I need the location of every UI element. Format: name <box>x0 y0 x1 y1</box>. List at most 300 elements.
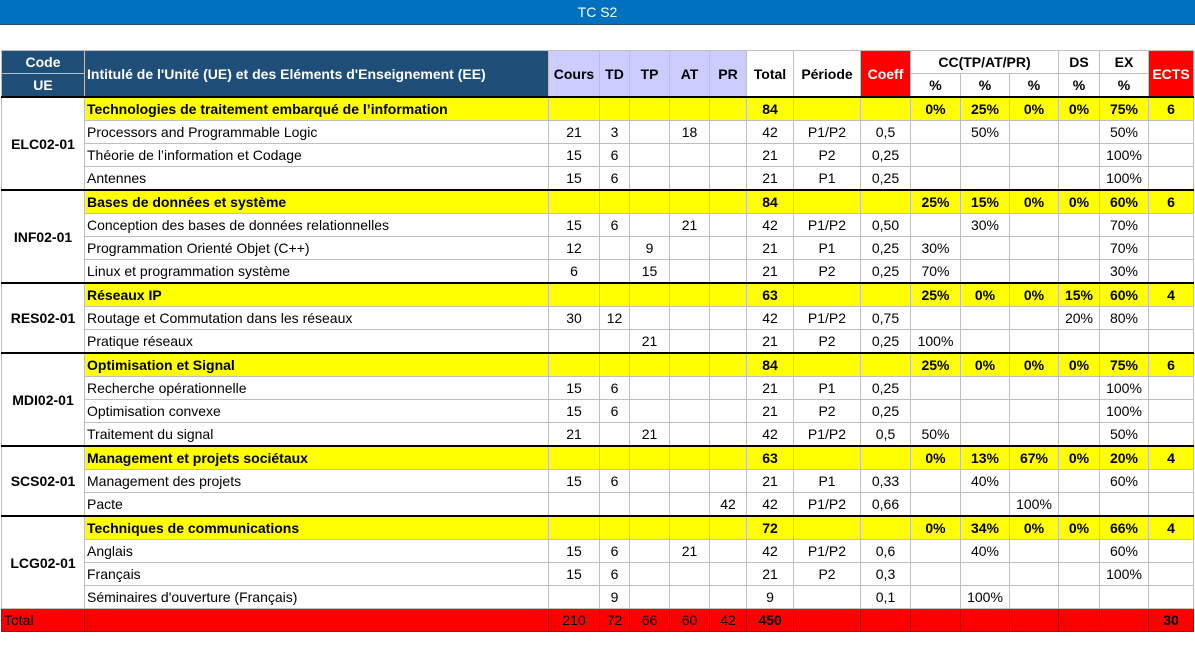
ue-periode-cell <box>794 283 861 307</box>
total-hours: 450 <box>747 609 794 632</box>
ee-total: 21 <box>747 563 794 586</box>
ee-cc3 <box>1010 260 1059 284</box>
ee-periode: P2 <box>794 330 861 354</box>
ee-tp <box>630 167 670 191</box>
ee-ects-cell <box>1149 307 1194 330</box>
ee-total: 21 <box>747 167 794 191</box>
ee-name: Linux et programmation système <box>85 260 549 284</box>
ee-row <box>2 400 1194 423</box>
ue-tp-cell <box>630 283 670 307</box>
ee-cours <box>549 330 600 354</box>
ee-pr <box>710 260 747 284</box>
ee-cc1 <box>911 377 961 400</box>
ee-name: Processors and Programmable Logic <box>85 121 549 144</box>
ee-coeff: 0,1 <box>861 586 911 609</box>
ue-pr-cell <box>710 353 747 377</box>
ee-ds <box>1059 563 1100 586</box>
ee-cc3 <box>1010 400 1059 423</box>
ue-cc1: 0% <box>911 97 961 121</box>
ue-cours-cell <box>549 353 600 377</box>
ee-ects-cell <box>1149 423 1194 447</box>
header-code: Code <box>2 51 85 74</box>
ee-cc2 <box>961 400 1010 423</box>
header-cc1-pct: % <box>911 74 961 98</box>
ue-ex: 60% <box>1100 283 1149 307</box>
header-ds: DS <box>1059 51 1100 74</box>
ue-coeff-cell <box>861 97 911 121</box>
ee-total: 21 <box>747 330 794 354</box>
ee-coeff: 0,25 <box>861 377 911 400</box>
ee-ds <box>1059 260 1100 284</box>
ee-total: 42 <box>747 121 794 144</box>
ee-td <box>600 260 630 284</box>
ue-td-cell <box>600 190 630 214</box>
ee-cc1 <box>911 540 961 563</box>
ee-row <box>2 540 1194 563</box>
ee-coeff: 0,25 <box>861 144 911 167</box>
ee-total: 21 <box>747 260 794 284</box>
ee-name: Recherche opérationnelle <box>85 377 549 400</box>
ue-cc2: 0% <box>961 353 1010 377</box>
ee-ects-cell <box>1149 167 1194 191</box>
ee-coeff: 0,25 <box>861 237 911 260</box>
ee-tp <box>630 307 670 330</box>
ee-row <box>2 423 1194 447</box>
ee-ex: 30% <box>1100 260 1149 284</box>
ee-tp <box>630 144 670 167</box>
ee-ds <box>1059 237 1100 260</box>
header-total: Total <box>747 51 794 98</box>
ue-code: RES02-01 <box>2 283 85 353</box>
ue-cours-cell <box>549 516 600 540</box>
ee-ex <box>1100 493 1149 517</box>
ee-tp <box>630 400 670 423</box>
ue-td-cell <box>600 516 630 540</box>
ee-tp <box>630 493 670 517</box>
ee-at: 21 <box>670 214 710 237</box>
ee-cc2 <box>961 237 1010 260</box>
ee-row <box>2 260 1194 284</box>
ue-ects: 6 <box>1149 353 1194 377</box>
ee-pr <box>710 470 747 493</box>
sheet-title: TC S2 <box>0 0 1195 25</box>
ue-tp-cell <box>630 516 670 540</box>
ee-cc2: 30% <box>961 214 1010 237</box>
ee-pr: 42 <box>710 493 747 517</box>
ee-ds: 20% <box>1059 307 1100 330</box>
ee-at: 18 <box>670 121 710 144</box>
ee-name: Programmation Orienté Objet (C++) <box>85 237 549 260</box>
ee-td: 3 <box>600 121 630 144</box>
ee-total: 42 <box>747 214 794 237</box>
ee-coeff: 0,3 <box>861 563 911 586</box>
ue-cc1: 25% <box>911 190 961 214</box>
ee-ects-cell <box>1149 470 1194 493</box>
ee-coeff: 0,5 <box>861 423 911 447</box>
ee-name: Théorie de l’information et Codage <box>85 144 549 167</box>
ee-total: 42 <box>747 423 794 447</box>
header-td: TD <box>600 51 630 98</box>
ee-pr <box>710 307 747 330</box>
ee-cours: 15 <box>549 540 600 563</box>
ee-cours: 15 <box>549 470 600 493</box>
ue-ds: 0% <box>1059 190 1100 214</box>
ue-cc2: 13% <box>961 446 1010 470</box>
ee-periode: P2 <box>794 144 861 167</box>
ee-td: 9 <box>600 586 630 609</box>
ue-cc2: 25% <box>961 97 1010 121</box>
ee-name: Optimisation convexe <box>85 400 549 423</box>
ue-ds: 0% <box>1059 516 1100 540</box>
ue-pr-cell <box>710 190 747 214</box>
ee-name: Antennes <box>85 167 549 191</box>
ee-coeff: 0,5 <box>861 121 911 144</box>
ee-row <box>2 237 1194 260</box>
ee-row <box>2 493 1194 517</box>
ee-cc1 <box>911 167 961 191</box>
ue-row <box>2 353 1194 377</box>
ue-cc2: 15% <box>961 190 1010 214</box>
ue-row <box>2 190 1194 214</box>
ue-row <box>2 283 1194 307</box>
ee-pr <box>710 400 747 423</box>
ee-ex: 70% <box>1100 214 1149 237</box>
ee-ds <box>1059 493 1100 517</box>
ee-pr <box>710 586 747 609</box>
ue-code: LCG02-01 <box>2 516 85 609</box>
header-ex: EX <box>1100 51 1149 74</box>
ee-at <box>670 400 710 423</box>
ue-periode-cell <box>794 190 861 214</box>
header-ects: ECTS <box>1149 51 1194 98</box>
ee-at <box>670 423 710 447</box>
ee-cc3: 100% <box>1010 493 1059 517</box>
ee-ex: 80% <box>1100 307 1149 330</box>
ue-total: 84 <box>747 190 794 214</box>
ue-cc1: 0% <box>911 446 961 470</box>
total-empty <box>911 609 961 632</box>
ee-coeff: 0,50 <box>861 214 911 237</box>
ue-coeff-cell <box>861 353 911 377</box>
blank-row <box>0 25 1195 50</box>
ee-cc1: 70% <box>911 260 961 284</box>
ue-name: Réseaux IP <box>85 283 549 307</box>
ee-pr <box>710 144 747 167</box>
ee-at <box>670 237 710 260</box>
ue-row <box>2 97 1194 121</box>
ue-cc1: 0% <box>911 516 961 540</box>
ee-ex: 50% <box>1100 121 1149 144</box>
ue-total: 63 <box>747 446 794 470</box>
ue-cours-cell <box>549 446 600 470</box>
total-td: 72 <box>600 609 630 632</box>
ee-at <box>670 493 710 517</box>
ee-name: Français <box>85 563 549 586</box>
ee-coeff: 0,25 <box>861 400 911 423</box>
ee-cc1: 30% <box>911 237 961 260</box>
ee-cc1 <box>911 470 961 493</box>
ee-periode: P2 <box>794 563 861 586</box>
ee-cc3 <box>1010 167 1059 191</box>
ee-ex: 50% <box>1100 423 1149 447</box>
ue-ds: 15% <box>1059 283 1100 307</box>
ue-code: ELC02-01 <box>2 97 85 190</box>
ee-ects-cell <box>1149 586 1194 609</box>
ee-name: Séminaires d'ouverture (Français) <box>85 586 549 609</box>
ue-ex: 20% <box>1100 446 1149 470</box>
header-cc3-pct: % <box>1010 74 1059 98</box>
ee-pr <box>710 377 747 400</box>
ee-coeff: 0,75 <box>861 307 911 330</box>
ee-tp <box>630 470 670 493</box>
ee-total: 42 <box>747 307 794 330</box>
ee-cc2: 40% <box>961 470 1010 493</box>
ee-periode <box>794 586 861 609</box>
ee-cc2 <box>961 377 1010 400</box>
ee-cc3 <box>1010 307 1059 330</box>
ee-td <box>600 493 630 517</box>
ee-periode: P1 <box>794 377 861 400</box>
ee-cc2 <box>961 493 1010 517</box>
ue-tp-cell <box>630 446 670 470</box>
ee-cc2 <box>961 307 1010 330</box>
total-empty <box>1059 609 1100 632</box>
ee-cours <box>549 493 600 517</box>
ee-row <box>2 470 1194 493</box>
header-ue: UE <box>2 74 85 98</box>
ee-ds <box>1059 214 1100 237</box>
ee-total: 21 <box>747 400 794 423</box>
ee-ds <box>1059 586 1100 609</box>
ee-td: 6 <box>600 540 630 563</box>
ee-ects-cell <box>1149 121 1194 144</box>
ue-cc3: 0% <box>1010 283 1059 307</box>
ee-td <box>600 423 630 447</box>
ue-ects: 4 <box>1149 516 1194 540</box>
ee-cc1 <box>911 493 961 517</box>
ee-coeff: 0,25 <box>861 260 911 284</box>
ee-at <box>670 167 710 191</box>
ee-periode: P1/P2 <box>794 423 861 447</box>
ue-tp-cell <box>630 97 670 121</box>
total-empty <box>1100 609 1149 632</box>
ee-tp <box>630 563 670 586</box>
ee-total: 21 <box>747 470 794 493</box>
ue-ects: 4 <box>1149 446 1194 470</box>
ue-ex: 66% <box>1100 516 1149 540</box>
ue-pr-cell <box>710 283 747 307</box>
header-coeff: Coeff <box>861 51 911 98</box>
ee-row <box>2 121 1194 144</box>
ue-name: Techniques de communications <box>85 516 549 540</box>
ee-row <box>2 563 1194 586</box>
ee-tp <box>630 377 670 400</box>
total-empty <box>961 609 1010 632</box>
ee-cc3 <box>1010 121 1059 144</box>
ue-periode-cell <box>794 353 861 377</box>
ue-code: INF02-01 <box>2 190 85 283</box>
ue-td-cell <box>600 97 630 121</box>
ee-cc1 <box>911 214 961 237</box>
ee-cc2 <box>961 167 1010 191</box>
ue-ds: 0% <box>1059 353 1100 377</box>
ue-cours-cell <box>549 97 600 121</box>
ee-periode: P1/P2 <box>794 540 861 563</box>
ue-at-cell <box>670 283 710 307</box>
ue-row <box>2 516 1194 540</box>
ee-periode: P1/P2 <box>794 307 861 330</box>
ee-tp <box>630 214 670 237</box>
ee-tp: 21 <box>630 330 670 354</box>
ue-ects: 6 <box>1149 190 1194 214</box>
ue-cc3: 0% <box>1010 190 1059 214</box>
header-ds-pct: % <box>1059 74 1100 98</box>
ee-coeff: 0,25 <box>861 330 911 354</box>
ee-cc1 <box>911 586 961 609</box>
ee-row <box>2 377 1194 400</box>
ee-ex: 100% <box>1100 563 1149 586</box>
ee-pr <box>710 121 747 144</box>
total-pr: 42 <box>710 609 747 632</box>
ee-ex: 60% <box>1100 540 1149 563</box>
ee-cc2: 50% <box>961 121 1010 144</box>
header-periode: Période <box>794 51 861 98</box>
ee-cours: 30 <box>549 307 600 330</box>
ue-at-cell <box>670 190 710 214</box>
ue-cc3: 0% <box>1010 97 1059 121</box>
ue-pr-cell <box>710 446 747 470</box>
ee-ds <box>1059 330 1100 354</box>
ee-pr <box>710 540 747 563</box>
ee-cours: 15 <box>549 214 600 237</box>
ee-cc2 <box>961 144 1010 167</box>
ee-pr <box>710 237 747 260</box>
ee-row <box>2 144 1194 167</box>
ee-row <box>2 307 1194 330</box>
ee-td <box>600 237 630 260</box>
ue-td-cell <box>600 353 630 377</box>
ee-tp: 9 <box>630 237 670 260</box>
ee-ds <box>1059 377 1100 400</box>
total-blank <box>85 609 549 632</box>
ee-tp <box>630 121 670 144</box>
ee-pr <box>710 167 747 191</box>
ee-tp <box>630 586 670 609</box>
header-tp: TP <box>630 51 670 98</box>
ee-coeff: 0,33 <box>861 470 911 493</box>
ee-pr <box>710 423 747 447</box>
ee-ds <box>1059 144 1100 167</box>
ue-name: Technologies de traitement embarqué de l’information <box>85 97 549 121</box>
ee-cc2 <box>961 423 1010 447</box>
ue-ds: 0% <box>1059 97 1100 121</box>
total-row <box>2 609 1194 632</box>
ee-cc3 <box>1010 586 1059 609</box>
ee-name: Pacte <box>85 493 549 517</box>
ee-periode: P2 <box>794 400 861 423</box>
ee-total: 21 <box>747 144 794 167</box>
ee-total: 42 <box>747 540 794 563</box>
ee-ex: 100% <box>1100 167 1149 191</box>
curriculum-table <box>1 50 1194 632</box>
total-empty <box>1010 609 1059 632</box>
ee-ex: 60% <box>1100 470 1149 493</box>
ee-ds <box>1059 423 1100 447</box>
ue-at-cell <box>670 97 710 121</box>
total-empty <box>861 609 911 632</box>
ee-coeff: 0,6 <box>861 540 911 563</box>
ee-cc3 <box>1010 237 1059 260</box>
ee-pr <box>710 330 747 354</box>
ee-at: 21 <box>670 540 710 563</box>
ue-at-cell <box>670 516 710 540</box>
ee-cours: 15 <box>549 377 600 400</box>
ee-td: 6 <box>600 470 630 493</box>
ee-row <box>2 214 1194 237</box>
ee-ds <box>1059 121 1100 144</box>
ee-at <box>670 260 710 284</box>
ee-td: 6 <box>600 377 630 400</box>
ee-total: 21 <box>747 237 794 260</box>
ee-cc1 <box>911 307 961 330</box>
ue-cc1: 25% <box>911 353 961 377</box>
ee-pr <box>710 214 747 237</box>
ee-periode: P1 <box>794 237 861 260</box>
ue-pr-cell <box>710 97 747 121</box>
ue-cc3: 0% <box>1010 353 1059 377</box>
ee-cc2 <box>961 563 1010 586</box>
ee-ects-cell <box>1149 260 1194 284</box>
ee-cc3 <box>1010 563 1059 586</box>
ee-cc1 <box>911 144 961 167</box>
ee-ects-cell <box>1149 214 1194 237</box>
ue-cours-cell <box>549 190 600 214</box>
ee-td: 6 <box>600 214 630 237</box>
ee-cours: 6 <box>549 260 600 284</box>
ee-tp: 15 <box>630 260 670 284</box>
ue-ects: 4 <box>1149 283 1194 307</box>
ue-ds: 0% <box>1059 446 1100 470</box>
ue-ex: 60% <box>1100 190 1149 214</box>
ee-cc3 <box>1010 144 1059 167</box>
ue-code: SCS02-01 <box>2 446 85 516</box>
ee-cc2: 40% <box>961 540 1010 563</box>
ue-periode-cell <box>794 97 861 121</box>
ee-cc1: 50% <box>911 423 961 447</box>
ue-coeff-cell <box>861 283 911 307</box>
ee-ds <box>1059 470 1100 493</box>
ee-cours: 15 <box>549 563 600 586</box>
ue-td-cell <box>600 446 630 470</box>
total-tp: 66 <box>630 609 670 632</box>
total-label: Total <box>2 609 85 632</box>
ue-cc2: 34% <box>961 516 1010 540</box>
ue-name: Bases de données et système <box>85 190 549 214</box>
ue-total: 72 <box>747 516 794 540</box>
ue-ects: 6 <box>1149 97 1194 121</box>
ee-ex: 70% <box>1100 237 1149 260</box>
ee-ects-cell <box>1149 330 1194 354</box>
ee-coeff: 0,66 <box>861 493 911 517</box>
ee-periode: P1 <box>794 167 861 191</box>
ee-at <box>670 563 710 586</box>
ee-td <box>600 330 630 354</box>
ee-cc3 <box>1010 423 1059 447</box>
ue-cc3: 0% <box>1010 516 1059 540</box>
ee-ects-cell <box>1149 563 1194 586</box>
ee-cours: 15 <box>549 167 600 191</box>
ee-cours: 15 <box>549 144 600 167</box>
